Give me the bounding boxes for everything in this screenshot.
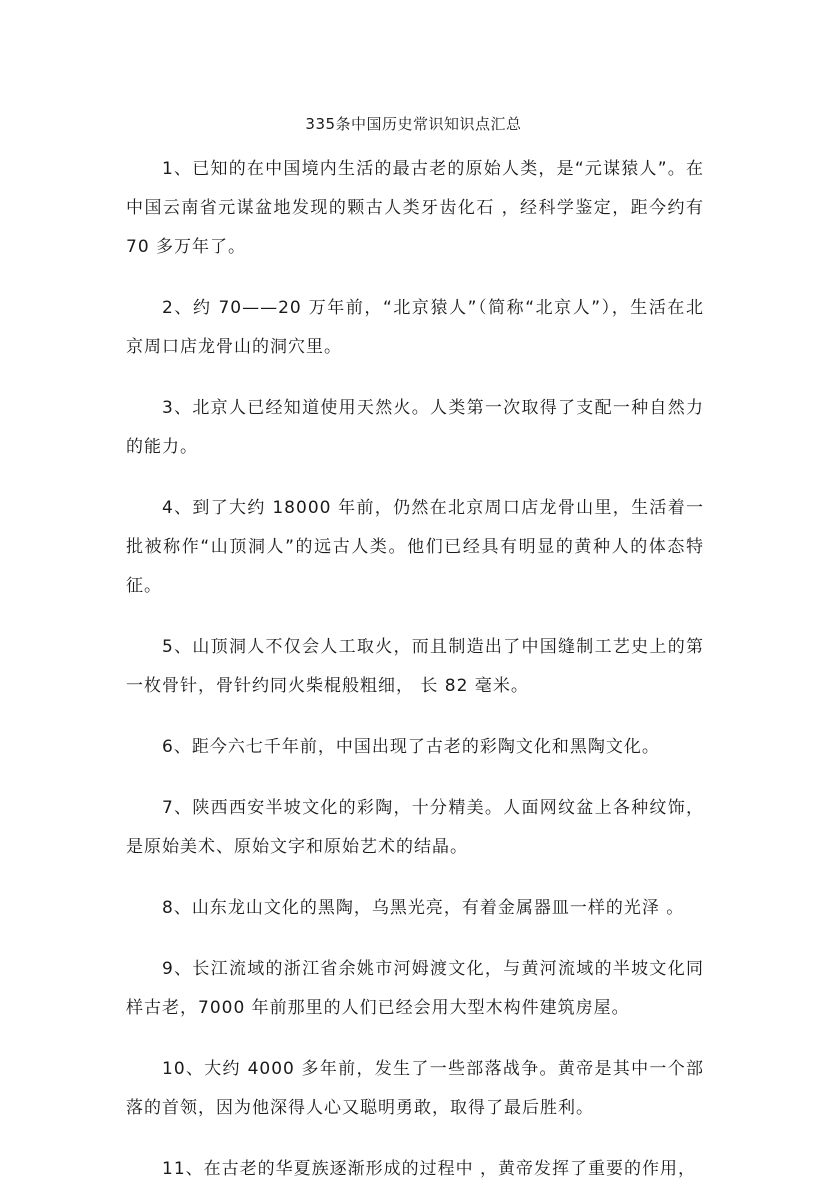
paragraph: 2、约 70——20 万年前，“北京猿人”（简称“北京人”），生活在北京周口店龙骨山的洞穴里。: [126, 298, 704, 357]
paragraph: 11、在古老的华夏族逐渐形成的过程中 ，黄帝发挥了重要的作用，: [162, 1159, 697, 1179]
paragraph: 6、距今六七千年前，中国出现了古老的彩陶文化和黑陶文化。: [162, 737, 660, 757]
paragraph: 7、陕西西安半坡文化的彩陶，十分精美。人面网纹盆上各种纹饰，是原始美术、原始文字和原始艺术的结晶。: [126, 798, 704, 857]
paragraph: 9、长江流域的浙江省余姚市河姆渡文化，与黄河流域的半坡文化同样古老，7000 年前那里的人们已经会用大型木构件建筑房屋。: [126, 959, 704, 1018]
paragraph: 3、北京人已经知道使用天然火。人类第一次取得了支配一种自然力的能力。: [126, 398, 704, 457]
paragraph: 8、山东龙山文化的黑陶，乌黑光亮，有着金属器皿一样的光泽 。: [162, 898, 685, 918]
document-title: 335条中国历史常识知识点汇总: [305, 115, 522, 133]
document-body: [126, 150, 704, 1189]
paragraph: 5、山顶洞人不仅会人工取火，而且制造出了中国缝制工艺史上的第一枚骨针，骨针约同火柴棍般粗细， 长 82 毫米。: [126, 637, 704, 696]
paragraph: 10、大约 4000 多年前，发生了一些部落战争。黄帝是其中一个部落的首领，因为他深得人心又聪明勇敢，取得了最后胜利。: [126, 1059, 704, 1118]
paragraph: 1、已知的在中国境内生活的最古老的原始人类，是“元谋猿人”。在中国云南省元谋盆地发现的颗古人类牙齿化石 ，经科学鉴定，距今约有 70 多万年了。: [126, 159, 704, 257]
paragraph: 4、到了大约 18000 年前，仍然在北京周口店龙骨山里，生活着一批被称作“山顶洞人”的远古人类。他们已经具有明显的黄种人的体态特征。: [126, 498, 704, 596]
